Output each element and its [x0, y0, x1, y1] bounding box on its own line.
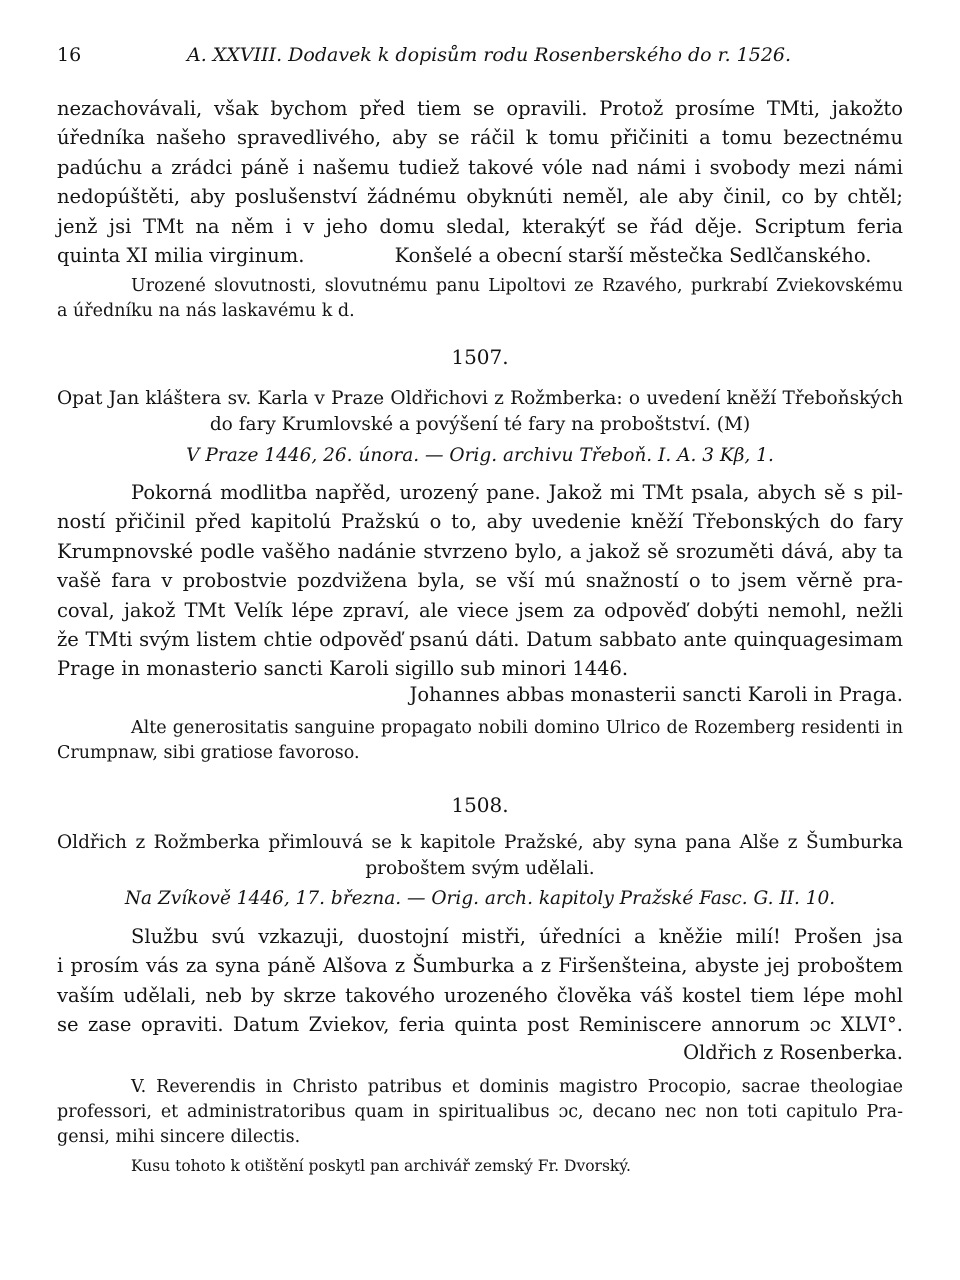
- regest-line: Opat Jan kláštera sv. Karla v Praze Oldřichovi z Rožmberka: o uvedení kněží Třeboňských: [57, 388, 903, 409]
- source-1508: Na Zvíkově 1446, 17. března. — Orig. arch. kapitoly Pražské Fasc. G. II. 10.: [124, 888, 836, 909]
- letter-text-1508: [57, 922, 903, 1040]
- text-line: padúchu a zrádci páně i našemu tudiež takové vóle nad námi i svobody mezi námi: [57, 155, 903, 179]
- letter-signature: Konšelé a obecní starší městečka Sedlčanského.: [394, 244, 872, 268]
- address-line: V. Reverendis in Christo patribus et dominis magistro Procopio, sacrae theologiae: [131, 1077, 903, 1097]
- text-line: úředníka našeho spravedlivého, aby se ráčil k tomu přičiniti a tomu bezectnému: [57, 126, 903, 150]
- footnote: Kusu tohoto k otištění poskytl pan archivář zemský Fr. Dvorský.: [131, 1157, 631, 1175]
- previous-letter-address: [57, 274, 903, 324]
- regest-line: proboštem svým udělali.: [365, 858, 595, 879]
- regest-line: Oldřich z Rožmberka přimlouvá se k kapitole Pražské, aby syna pana Alše z Šumburka: [57, 832, 903, 853]
- text-line: i prosím vás za syna páně Alšova z Šumburka a z Firšenšteina, abyste jej proboštem: [57, 954, 903, 978]
- address-line: Alte generositatis sanguine propagato nobili domino Ulrico de Rozemberg residenti in: [131, 718, 903, 738]
- address-1508: [57, 1075, 903, 1150]
- text-line: nedopúštěti, aby poslušenství žádnému obyknúti neměl, ale aby činil, co by chtěl;: [57, 185, 903, 209]
- date-line: quinta XI milia virginum.: [57, 244, 305, 268]
- text-line: nezachovávali, však bychom před tiem se opravili. Protož prosíme TMti, jakožto: [57, 97, 903, 120]
- regest-line: do fary Krumlovské a povýšení té fary na proboštství. (M): [209, 414, 751, 435]
- text-line: Pokorná modlitba napřěd, urozený pane. Jakož mi TMt psala, abych sě s pil-: [131, 481, 903, 504]
- address-line: professori, et administratoribus quam in spiritualibus ɔc, decano nec non toti capitulo Pra-: [57, 1102, 903, 1122]
- letter-text-1507: [57, 478, 903, 684]
- previous-letter-text: [57, 94, 903, 270]
- page-number: 16: [57, 44, 82, 66]
- address-1507: [57, 716, 903, 766]
- text-line: že TMti svým listem chtie odpověď psanú dáti. Datum sabbato ante quinquagesimam: [57, 628, 903, 652]
- regest-1508: [57, 830, 903, 882]
- text-line: jenž jsi TMt na něm i v jeho domu sledal, kterakýť se řád děje. Scriptum feria: [57, 214, 903, 238]
- text-line: se zase opraviti. Datum Zviekov, feria quinta post Reminiscere annorum ɔc XLVI°.: [57, 1013, 903, 1037]
- text-line: Prage in monasterio sancti Karoli sigillo sub minori 1446.: [57, 657, 629, 681]
- text-line: Službu svú vzkazuji, duostojní mistři, úředníci a kněžie milí! Prošen jsa: [131, 925, 903, 948]
- running-title: A. XXVIII. Dodavek k dopisům rodu Rosenberského do r. 1526.: [187, 44, 792, 66]
- page-header: [57, 44, 903, 74]
- regest-1507: [57, 386, 903, 438]
- address-line: a úředníku na nás laskavému k d.: [57, 301, 355, 321]
- document-number-1507: 1507.: [451, 345, 509, 369]
- address-line: Urozené slovutnosti, slovutnému panu Lipoltovi ze Rzavého, purkrabí Zviekovskému: [131, 276, 903, 296]
- signature-1508: Oldřich z Rosenberka.: [683, 1041, 903, 1064]
- document-number-1508: 1508.: [451, 793, 509, 817]
- address-line: Crumpnaw, sibi gratiose favoroso.: [57, 743, 360, 763]
- text-line: ností přičinil před kapitolú Pražskú o to, aby uvedenie kněží Třebonských do fary: [57, 510, 903, 534]
- date-signature-line: [57, 241, 903, 270]
- text-line: vašě fara v probostvie pozdvižena byla, se vší mú snažností o to jsem věrně pra-: [57, 569, 903, 593]
- source-1507: V Praze 1446, 26. února. — Orig. archivu Třeboň. I. A. 3 Kβ, 1.: [186, 445, 774, 466]
- address-line: gensi, mihi sincere dilectis.: [57, 1127, 301, 1147]
- signature-1507: Johannes abbas monasterii sancti Karoli in Praga.: [409, 683, 903, 706]
- text-line: vaším udělali, neb by skrze takového urozeného člověka váš kostel tiem lépe mohl: [57, 983, 903, 1007]
- text-line: coval, jakož TMt Velík lépe zpraví, ale viece jsem za odpověď dobýti nemohl, nežli: [57, 598, 903, 622]
- text-line: Krumpnovské podle vašěho nadánie stvrzeno bylo, a jakož sě srozuměti dává, aby ta: [57, 539, 903, 563]
